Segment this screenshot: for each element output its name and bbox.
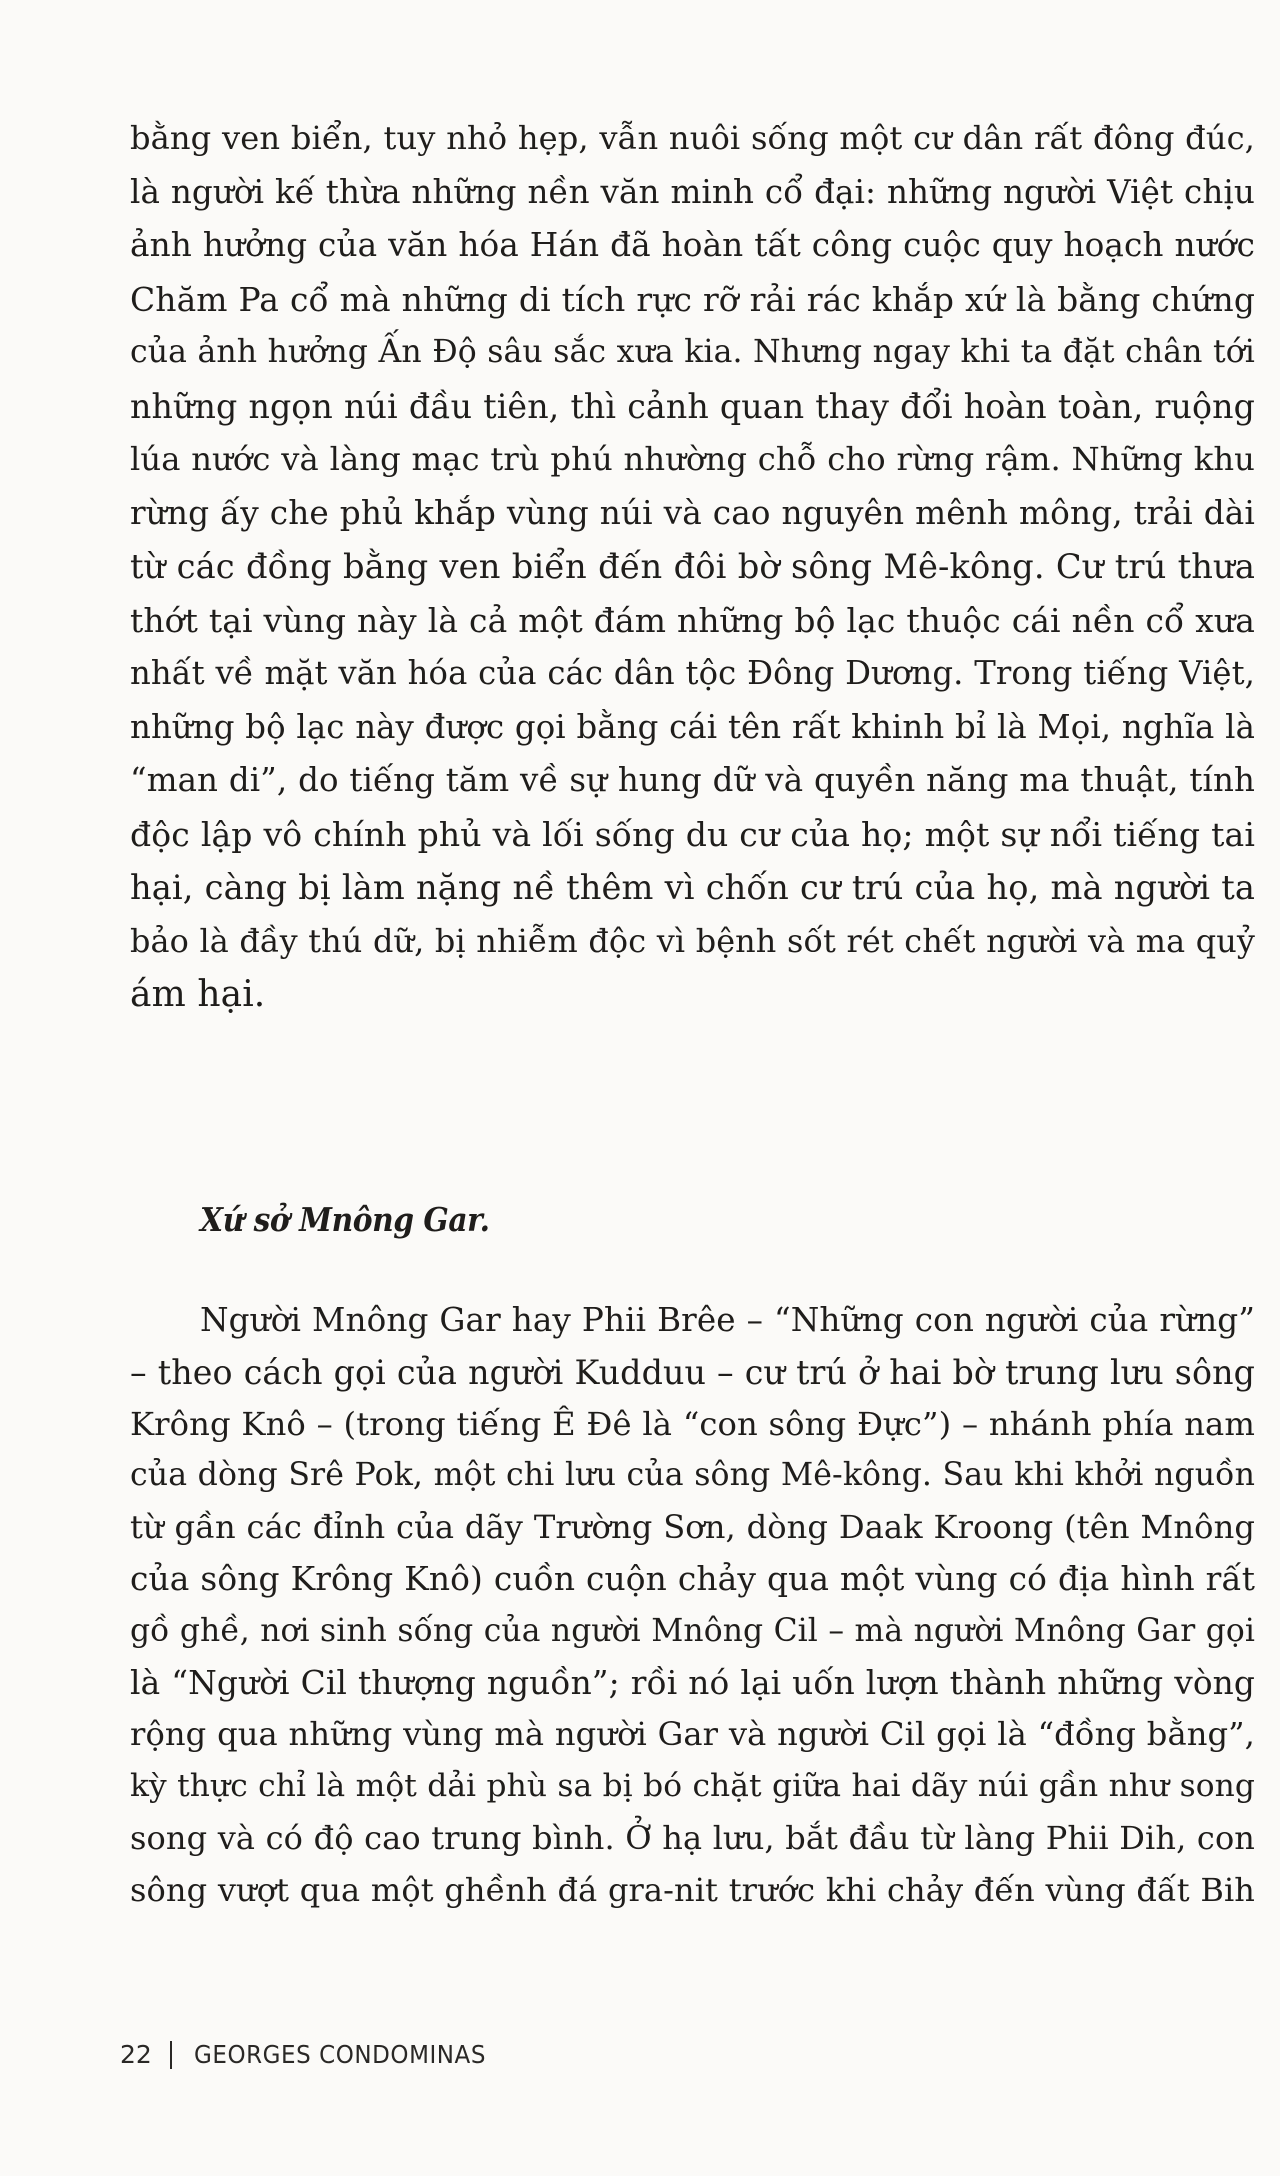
text-line: bảo là đầy thú dữ, bị nhiễm độc vì bệnh sốt rét chết người và ma quỷ [130, 921, 1255, 960]
footer-divider [170, 2041, 172, 2069]
text-line: những ngọn núi đầu tiên, thì cảnh quan thay đổi hoàn toàn, ruộng [130, 386, 1255, 426]
text-line: thớt tại vùng này là cả một đám những bộ lạc thuộc cái nền cổ xưa [130, 600, 1255, 640]
text-line: từ các đồng bằng ven biển đến đôi bờ sông Mê-kông. Cư trú thưa [130, 547, 1255, 586]
text-line: ám hại. [130, 974, 266, 1015]
text-line: sông vượt qua một ghềnh đá gra-nit trước khi chảy đến vùng đất Bih [130, 1870, 1255, 1909]
text-line: Người Mnông Gar hay Phii Brêe – “Những con người của rừng” [200, 1301, 1255, 1339]
text-line: rộng qua những vùng mà người Gar và người Cil gọi là “đồng bằng”, [130, 1715, 1255, 1754]
text-line: của ảnh hưởng Ấn Độ sâu sắc xưa kia. Nhưng ngay khi ta đặt chân tới [130, 334, 1255, 370]
page-footer [120, 2040, 511, 2069]
text-line: là “Người Cil thượng nguồn”; rồi nó lại uốn lượn thành những vòng [130, 1663, 1255, 1702]
text-line: bằng ven biển, tuy nhỏ hẹp, vẫn nuôi sống một cư dân rất đông đúc, [130, 119, 1255, 157]
text-line: rừng ấy che phủ khắp vùng núi và cao nguyên mênh mông, trải dài [130, 493, 1255, 532]
page-number: 22 [120, 2040, 152, 2069]
text-line: nhất về mặt văn hóa của các dân tộc Đông Dương. Trong tiếng Việt, [130, 654, 1255, 692]
paragraph-1 [130, 112, 1255, 1022]
text-line: Krông Knô – (trong tiếng Ê Đê là “con sông Đực”) – nhánh phía nam [130, 1404, 1255, 1443]
text-line: của sông Krông Knô) cuồn cuộn chảy qua một vùng có địa hình rất [130, 1559, 1255, 1598]
text-line: ảnh hưởng của văn hóa Hán đã hoàn tất công cuộc quy hoạch nước [130, 226, 1255, 264]
paragraph-2 [130, 1295, 1255, 1917]
text-line: – theo cách gọi của người Kudduu – cư trú ở hai bờ trung lưu sông [130, 1352, 1255, 1392]
author-name: GEORGES CONDOMINAS [193, 2040, 486, 2069]
text-line: là người kế thừa những nền văn minh cổ đại: những người Việt chịu [130, 172, 1255, 211]
text-line: song và có độ cao trung bình. Ở hạ lưu, bắt đầu từ làng Phii Dih, con [130, 1818, 1255, 1857]
text-line: gồ ghề, nơi sinh sống của người Mnông Cil – mà người Mnông Gar gọi [130, 1612, 1255, 1649]
text-line: lúa nước và làng mạc trù phú nhường chỗ cho rừng rậm. Những khu [130, 440, 1255, 478]
text-line: độc lập vô chính phủ và lối sống du cư của họ; một sự nổi tiếng tai [130, 814, 1255, 854]
text-line: kỳ thực chỉ là một dải phù sa bị bó chặt giữa hai dãy núi gần như song [130, 1768, 1255, 1805]
section-heading: Xứ sở Mnông Gar. [200, 1200, 490, 1239]
text-line: “man di”, do tiếng tăm về sự hung dữ và quyền năng ma thuật, tính [130, 761, 1255, 799]
text-line: từ gần các đỉnh của dãy Trường Sơn, dòng Daak Kroong (tên Mnông [130, 1508, 1255, 1547]
text-line: của dòng Srê Pok, một chi lưu của sông Mê-kông. Sau khi khởi nguồn [130, 1457, 1255, 1494]
text-line: hại, càng bị làm nặng nề thêm vì chốn cư trú của họ, mà người ta [130, 868, 1255, 907]
text-line: những bộ lạc này được gọi bằng cái tên rất khinh bỉ là Mọi, nghĩa là [130, 707, 1255, 746]
text-line: Chăm Pa cổ mà những di tích rực rỡ rải rác khắp xứ là bằng chứng [130, 279, 1255, 319]
